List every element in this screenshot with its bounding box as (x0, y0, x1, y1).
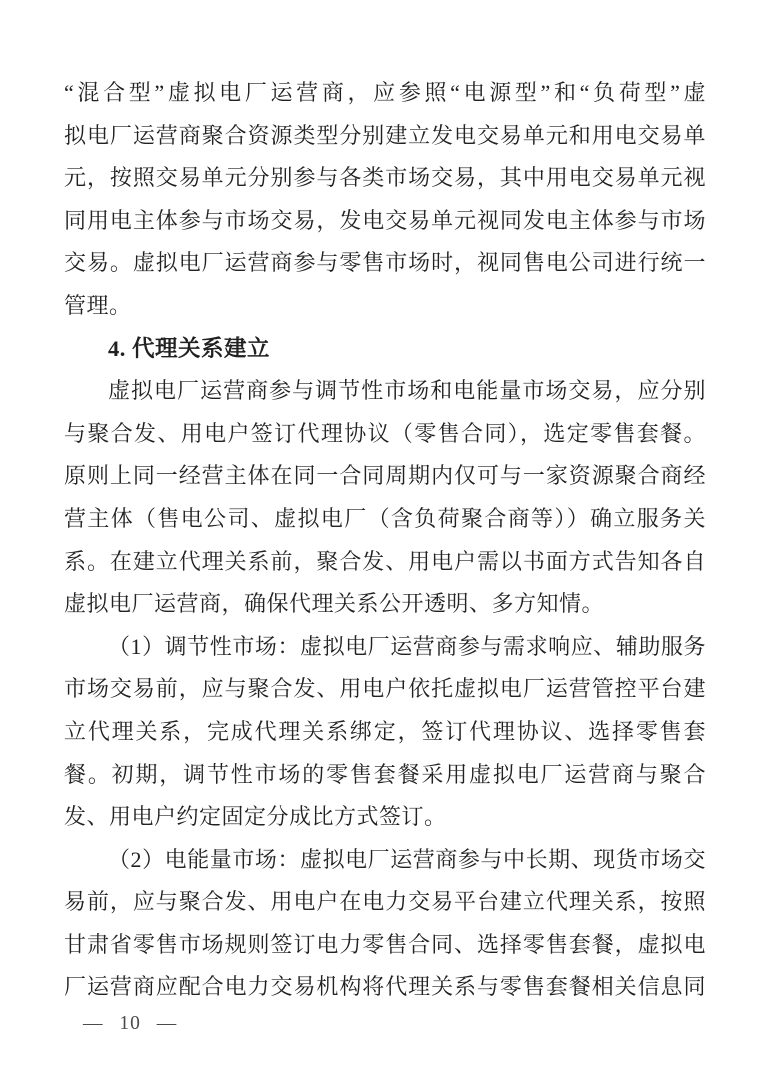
text-line: 立代理关系，完成代理关系绑定，签订代理协议、选择零售套 (64, 718, 706, 744)
page-number: — 10 — (83, 1013, 178, 1034)
text-line: （1）调节性市场：虚拟电厂运营商参与需求响应、辅助服务 (108, 633, 706, 659)
text-line: （2）电能量市场：虚拟电厂运营商参与中长期、现货市场交 (108, 846, 706, 872)
text-line: 发、用电户约定固定分成比方式签订。 (64, 804, 447, 830)
text-line: 市场交易前，应与聚合发、用电户依托虚拟电厂运营管控平台建 (64, 676, 706, 702)
text-line: 虚拟电厂运营商参与调节性市场和电能量市场交易，应分别 (108, 378, 706, 404)
document-body (64, 72, 706, 1009)
text-line: 元，按照交易单元分别参与各类市场交易，其中用电交易单元视 (64, 165, 706, 191)
text-line: 同用电主体参与市场交易，发电交易单元视同发电主体参与市场 (64, 207, 706, 233)
text-line: 管理。 (64, 292, 132, 318)
text-line: 易前，应与聚合发、用电户在电力交易平台建立代理关系，按照 (64, 889, 706, 915)
text-line: 营主体（售电公司、虚拟电厂（含负荷聚合商等））确立服务关 (64, 505, 706, 531)
text-line: 甘肃省零售市场规则签订电力零售合同、选择零售套餐，虚拟电 (64, 931, 706, 957)
text-line: 与聚合发、用电户签订代理协议（零售合同），选定零售套餐。 (64, 420, 706, 446)
text-line: 餐。初期，调节性市场的零售套餐采用虚拟电厂运营商与聚合 (64, 761, 706, 787)
text-line: 拟电厂运营商聚合资源类型分别建立发电交易单元和用电交易单 (64, 122, 706, 148)
text-line: “混合型”虚拟电厂运营商，应参照“电源型”和“负荷型”虚 (64, 80, 706, 105)
section-heading: 4. 代理关系建立 (108, 335, 271, 361)
text-line: 虚拟电厂运营商，确保代理关系公开透明、多方知情。 (64, 591, 605, 617)
text-line: 厂运营商应配合电力交易机构将代理关系与零售套餐相关信息同 (64, 974, 706, 1000)
text-line: 原则上同一经营主体在同一合同周期内仅可与一家资源聚合商经 (64, 463, 706, 489)
text-line: 交易。虚拟电厂运营商参与零售市场时，视同售电公司进行统一 (64, 250, 706, 276)
text-line: 系。在建立代理关系前，聚合发、用电户需以书面方式告知各自 (64, 548, 706, 574)
